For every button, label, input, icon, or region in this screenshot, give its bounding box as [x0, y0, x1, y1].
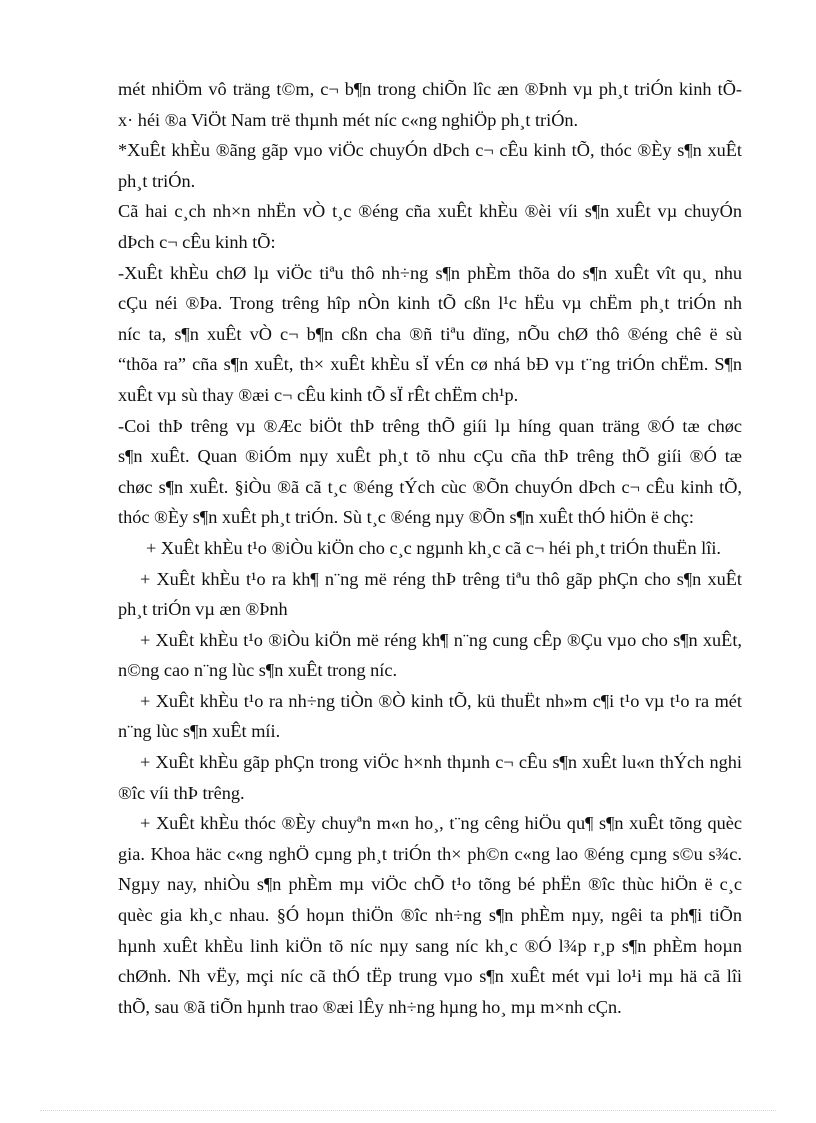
paragraph-export-heading: [118, 135, 742, 196]
text-line: n¨ng lùc s¶n xuÊt míi.: [118, 721, 281, 742]
text-line: s¶n xuÊt. Quan ®iÓm nµy xuÊt ph¸t tõ nhu cÇu cña thÞ trêng thÕ giíi ®Ó tæ: [118, 446, 742, 467]
bullet-item: [118, 808, 742, 1022]
text-line: Ngµy nay, nhiÒu s¶n phÈm mµ viÖc chÕ t¹o tõng bé phËn ®îc thùc hiÖn ë c¸c: [118, 874, 742, 895]
text-line: Cã hai c¸ch nh×n nhËn vÒ t¸c ®éng cña xuÊt khÈu ®èi víi s¶n xuÊt vµ chuyÓn: [118, 201, 742, 222]
text-line: + XuÊt khÈu t¹o ®iÒu kiÖn më réng kh¶ n¨ng cung cÊp ®Çu vµo cho s¶n xuÊt,: [140, 629, 742, 650]
text-line: n©ng cao n¨ng lùc s¶n xuÊt trong níc.: [118, 660, 398, 681]
text-line: + XuÊt khÈu gãp phÇn trong viÖc h×nh thµnh c¬ cÊu s¶n xuÊt lu«n thÝch nghi: [140, 752, 742, 773]
text-line: thóc ®Èy s¶n xuÊt ph¸t triÓn. Sù t¸c ®éng nµy ®Õn s¶n xuÊt thÓ hiÖn ë chç:: [118, 507, 695, 528]
bullet-item: [118, 625, 742, 686]
text-line: + XuÊt khÈu t¹o ra nh÷ng tiÒn ®Ò kinh tÕ, kü thuËt nh»m c¶i t¹o vµ t¹o ra mét: [140, 690, 742, 711]
text-line: chØnh. Nh vËy, mçi níc cã thÓ tËp trung vµo s¶n xuÊt mét vµi lo¹i mµ hä cã lîi: [118, 966, 742, 987]
paragraph-two-views: [118, 196, 742, 257]
paragraph-view-one: [118, 258, 742, 411]
text-line: chøc s¶n xuÊt. §iÒu ®ã cã t¸c ®éng tÝch cùc ®Õn chuyÓn dÞch c¬ cÊu kinh tÕ,: [118, 476, 742, 497]
text-line: *XuÊt khÈu ®ãng gãp vµo viÖc chuyÓn dÞch c¬ cÊu kinh tÕ, thóc ®Èy s¶n xuÊt: [118, 140, 742, 161]
text-line: dÞch c¬ cÊu kinh tÕ:: [118, 231, 276, 252]
text-line: gia. Khoa häc c«ng nghÖ cµng ph¸t triÓn th× ph©n c«ng lao ®éng cµng s©u s¾c.: [118, 843, 742, 864]
text-line: ph¸t triÓn.: [118, 170, 196, 191]
text-line: hµnh xuÊt khÈu linh kiÖn tõ níc nµy sang níc kh¸c ®Ó l¾p r¸p s¶n phÈm hoµn: [118, 935, 742, 956]
text-line: + XuÊt khÈu t¹o ra kh¶ n¨ng më réng thÞ trêng tiªu thô gãp phÇn cho s¶n xuÊt: [140, 568, 742, 589]
document-body: [118, 74, 742, 1022]
text-line: xuÊt vµ sù thay ®æi c¬ cÊu kinh tÕ sÏ rÊt chËm ch¹p.: [118, 384, 519, 405]
text-line: + XuÊt khÈu t¹o ®iÒu kiÖn cho c¸c ngµnh kh¸c cã c¬ héi ph¸t triÓn thuËn lîi.: [146, 537, 721, 558]
page-bottom-rule: [40, 1110, 776, 1111]
paragraph-view-two: [118, 411, 742, 533]
text-line: -XuÊt khÈu chØ lµ viÖc tiªu thô nh÷ng s¶n phÈm thõa do s¶n xuÊt vît qu¸ nhu: [118, 262, 742, 283]
bullet-item: [118, 747, 742, 808]
text-line: quèc gia kh¸c nhau. §Ó hoµn thiÖn ®îc nh÷ng s¶n phÈm nµy, ngêi ta ph¶i tiÕn: [118, 905, 742, 926]
text-line: ph¸t triÓn vµ æn ®Þnh: [118, 599, 288, 620]
text-line: mét nhiÖm vô träng t©m, c¬ b¶n trong chiÕn lîc æn ®Þnh vµ ph¸t triÓn kinh tÕ-: [118, 79, 742, 99]
bullet-item: [118, 533, 742, 564]
bullet-item: [118, 686, 742, 747]
text-line: níc ta, s¶n xuÊt vÒ c¬ b¶n cßn cha ®ñ tiªu dïng, nÕu chØ thô ®éng chê ë sù: [118, 323, 742, 344]
text-line: thÕ, sau ®ã tiÕn hµnh trao ®æi lÊy nh÷ng hµng ho¸ mµ m×nh cÇn.: [118, 996, 622, 1017]
text-line: + XuÊt khÈu thóc ®Èy chuyªn m«n ho¸, t¨ng cêng hiÖu qu¶ s¶n xuÊt tõng quèc: [140, 813, 742, 834]
text-line: cÇu néi ®Þa. Trong trêng hîp nÒn kinh tÕ cßn l¹c hËu vµ chËm ph¸t triÓn nh: [118, 293, 742, 314]
bullet-item: [118, 564, 742, 625]
text-line: -Coi thÞ trêng vµ ®Æc biÖt thÞ trêng thÕ giíi lµ híng quan träng ®Ó tæ chøc: [118, 415, 742, 436]
paragraph-intro: [118, 74, 742, 135]
text-line: x· héi ®a ViÖt Nam trë thµnh mét níc c«ng nghiÖp ph¸t triÓn.: [118, 109, 579, 130]
text-line: “thõa ra” cña s¶n xuÊt, th× xuÊt khÈu sÏ vÉn cø nhá bÐ vµ t¨ng triÓn chËm. S¶n: [118, 354, 742, 375]
text-line: ®îc víi thÞ trêng.: [118, 782, 245, 803]
